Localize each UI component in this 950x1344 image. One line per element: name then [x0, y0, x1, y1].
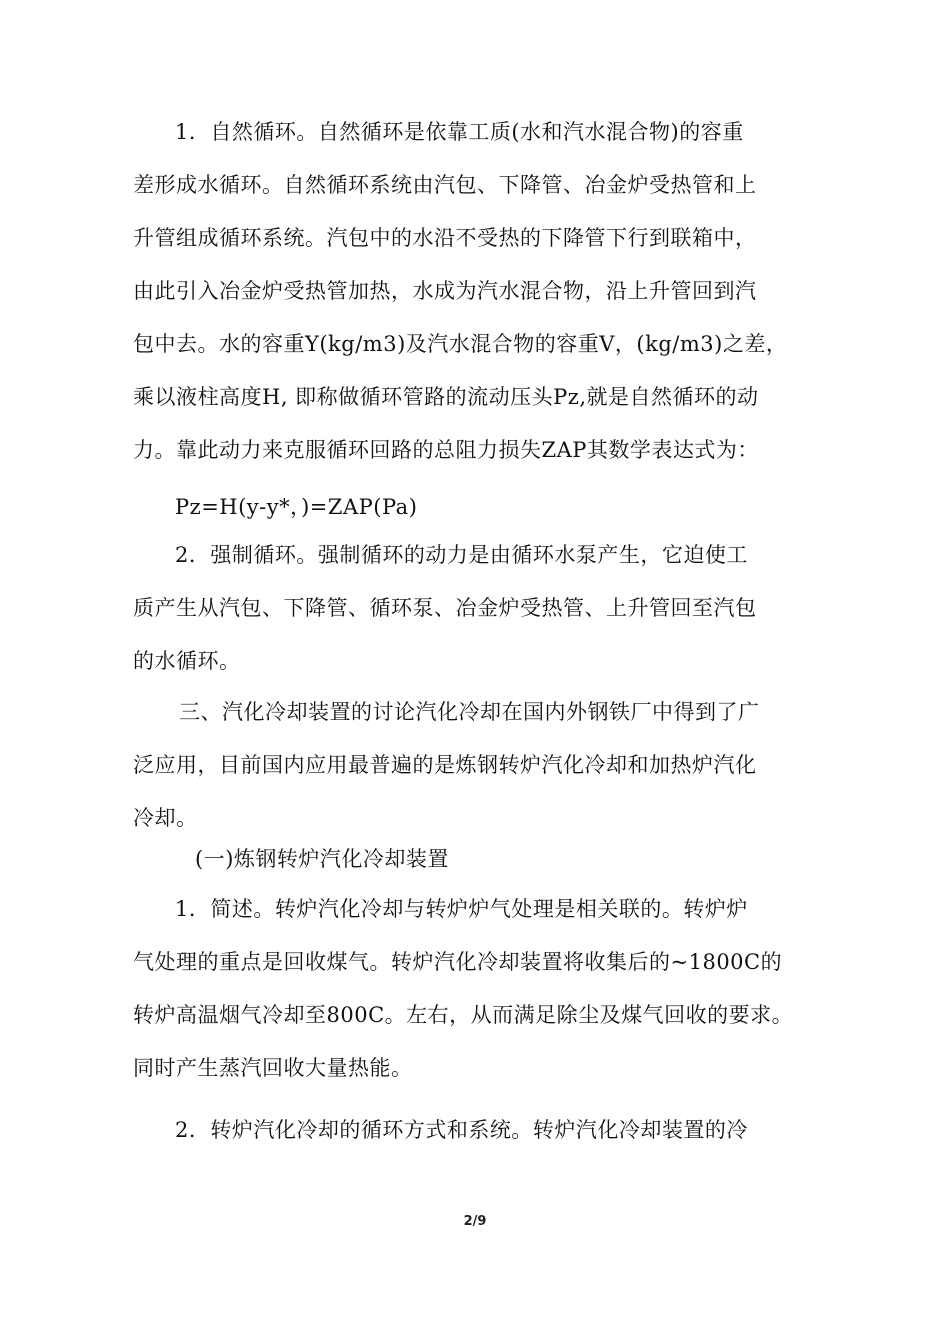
text-line: 冷却。	[133, 806, 198, 830]
text-line: 泛应用，目前国内应用最普遍的是炼钢转炉汽化冷却和加热炉汽化	[133, 753, 757, 777]
text-line: 的水循环。	[133, 649, 241, 673]
text-line: 2．转炉汽化冷却的循环方式和系统。转炉汽化冷却装置的冷	[175, 1118, 748, 1142]
text-line: 气处理的重点是回收煤气。转炉汽化冷却装置将收集后的~1800C的	[133, 950, 783, 974]
paragraph-section-three	[133, 686, 833, 845]
formula-text: Pz=H(y-y*，)=ZAP(Pa)	[175, 495, 418, 519]
text-line: 1．简述。转炉汽化冷却与转炉炉气处理是相关联的。转炉炉	[175, 897, 748, 921]
text-line: 升管组成循环系统。汽包中的水沿不受热的下降管下行到联箱中，	[133, 226, 757, 250]
text-line: 1．自然循环。自然循环是依靠工质(水和汽水混合物)的容重	[175, 120, 744, 144]
text-line: 质产生从汽包、下降管、循环泵、冶金炉受热管、上升管回至汽包	[133, 596, 757, 620]
paragraph-circulation-methods	[133, 1104, 833, 1157]
text-line: 2．强制循环。强制循环的动力是由循环水泵产生，它迫使工	[175, 543, 748, 567]
text-line: 三、汽化冷却装置的讨论汽化冷却在国内外钢铁厂中得到了广	[179, 700, 760, 724]
heading-text: (一)炼钢转炉汽化冷却装置	[195, 847, 449, 871]
paragraph-forced-circulation	[133, 529, 833, 688]
text-line: 差形成水循环。自然循环系统由汽包、下降管、冶金炉受热管和上	[133, 173, 757, 197]
text-line: 转炉高温烟气冷却至800C。左右，从而满足除尘及煤气回收的要求。	[133, 1003, 794, 1027]
paragraph-overview	[133, 883, 833, 1095]
text-line: 包中去。水的容重Y(kg/m3)及汽水混合物的容重V，(kg/m3)之差，	[133, 332, 788, 356]
paragraph-natural-circulation	[133, 106, 833, 477]
text-line: 同时产生蒸汽回收大量热能。	[133, 1056, 413, 1080]
formula	[133, 481, 833, 534]
text-line: 力。靠此动力来克服循环回路的总阻力损失ZAP其数学表达式为：	[133, 438, 759, 462]
text-line: 乘以液柱高度H, 即称做循环管路的流动压头Pz,就是自然循环的动	[133, 385, 759, 409]
page-number: 2/9	[463, 1214, 487, 1229]
text-line: 由此引入冶金炉受热管加热，水成为汽水混合物，沿上升管回到汽	[133, 279, 757, 303]
subheading-converter-cooling	[133, 833, 833, 886]
